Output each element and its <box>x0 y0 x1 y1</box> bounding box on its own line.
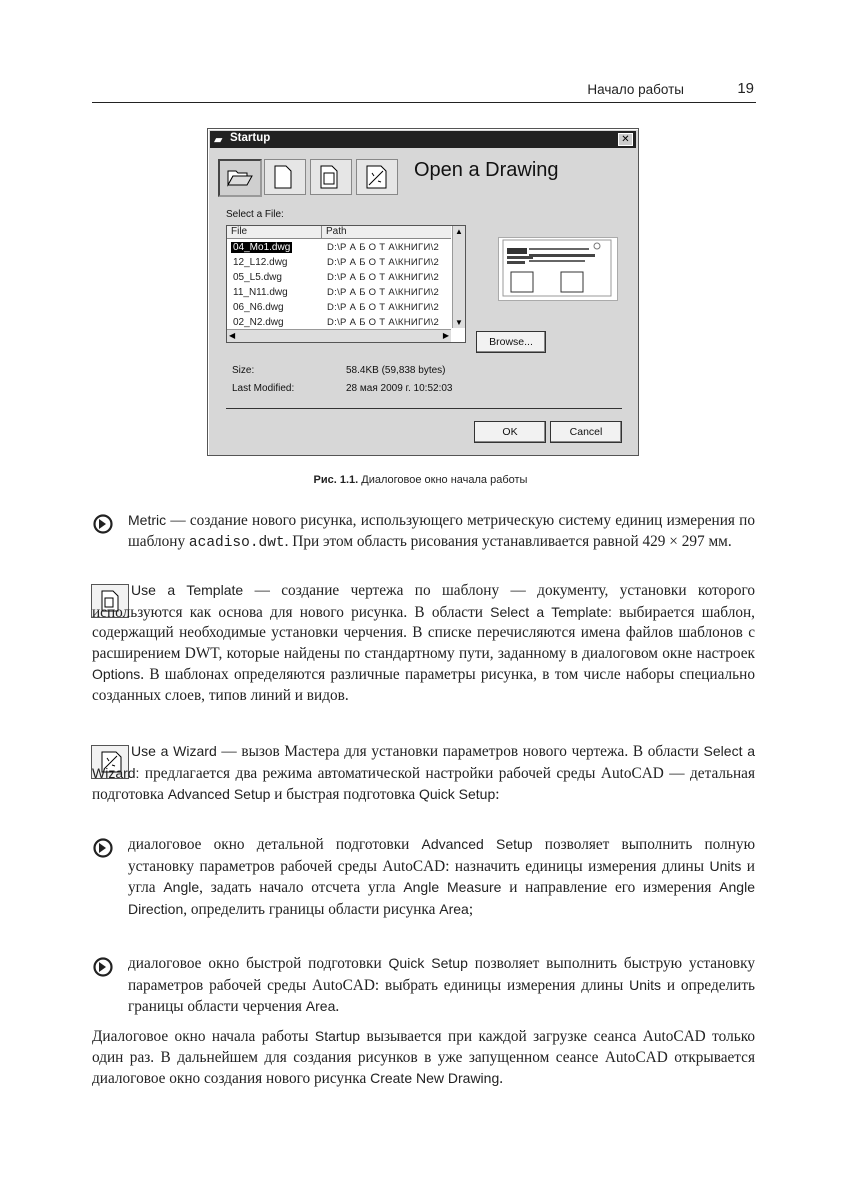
list-item[interactable]: 11_N11.dwg D:\Р А Б О Т А\КНИГИ\2 <box>233 287 440 298</box>
drawing-thumbnail-icon <box>499 238 615 298</box>
dialog-titlebar <box>210 131 636 148</box>
vertical-scrollbar[interactable] <box>452 226 465 328</box>
app-icon: ▰ <box>214 134 223 146</box>
size-label: Size: <box>232 365 255 376</box>
column-header-path[interactable]: Path <box>322 226 451 239</box>
open-drawing-button[interactable] <box>218 159 262 197</box>
list-item[interactable]: 12_L12.dwg D:\Р А Б О Т А\КНИГИ\2 <box>233 257 440 268</box>
arrow-bullet-icon <box>93 514 113 534</box>
blank-page-icon <box>272 165 294 189</box>
list-item[interactable]: 05_L5.dwg D:\Р А Б О Т А\КНИГИ\2 <box>233 272 440 283</box>
start-from-scratch-button[interactable] <box>264 159 306 195</box>
browse-button[interactable]: Browse... <box>476 331 546 353</box>
cancel-button[interactable]: Cancel <box>550 421 622 443</box>
ok-button[interactable]: OK <box>474 421 546 443</box>
caption-text: Диалоговое окно начала работы <box>358 474 528 486</box>
paragraph-advanced-setup: диалоговое окно детальной подготовки Advanced Setup позволяет выполнить полную установку параметров рабочей среды AutoCAD: назначить единицы измерения длины Units и угла Angle, задать начало отсчета угла Angle Measure и направление его измерения Angle Direction, определить границы области рисунка Area; <box>128 836 756 918</box>
list-item[interactable]: 02_N2.dwg D:\Р А Б О Т А\КНИГИ\2 <box>233 317 440 328</box>
paragraph-metric: Metric — создание нового рисунка, использующего метрическую систему единиц измерения по шаблону acadiso.dwt. При этом область рисования устанавливается равной 429 × 297 мм. <box>128 512 755 551</box>
column-header-file[interactable]: File <box>227 226 322 239</box>
file-list[interactable] <box>226 225 466 343</box>
close-button[interactable]: ✕ <box>618 133 633 146</box>
startup-dialog <box>207 128 639 456</box>
template-icon <box>318 165 340 189</box>
select-file-label: Select a File: <box>226 209 284 220</box>
figure-caption <box>0 474 841 486</box>
dialog-title: Startup <box>230 132 271 144</box>
divider <box>226 408 622 409</box>
arrow-bullet-icon <box>93 838 113 858</box>
open-folder-icon <box>227 166 253 188</box>
scroll-left-icon[interactable]: ◀ <box>229 331 236 340</box>
paragraph-template: Use a Template — создание чертежа по шаблону — документу, установки которого используются как основа для нового рисунка. В области Select a Template: выбирается шаблон, содержащий необходимые установки черчения. В списке перечисляются имена файлов шаблонов с расширением DWT, которые найдены по стандартному пути, заданному в диалоговом окне настроек Options. В шаблонах определяются различные параметры рисунка, в том числе наборы специально созданных слоев, типов линий и видов. <box>92 582 756 704</box>
dialog-heading: Open a Drawing <box>414 159 559 181</box>
paragraph-quick-setup: диалоговое окно быстрой подготовки Quick Setup позволяет выполнить быструю установку параметров рабочей среды AutoCAD: выбрать единицы измерения длины Units и определить границы области черчения Area. <box>128 955 755 1015</box>
scroll-right-icon[interactable]: ▶ <box>442 331 449 340</box>
paragraph-wizard: Use a Wizard — вызов Мастера для установки параметров нового чертежа. В области Select a Wizard: предлагается два режима автоматической настройки рабочей среды AutoCAD — детальная подготовка Advanced Setup и быстрая подготовка Quick Setup: <box>92 743 755 803</box>
figure-number: Рис. 1.1. <box>313 474 359 486</box>
last-modified-value: 28 мая 2009 г. 10:52:03 <box>346 383 453 394</box>
drawing-preview <box>498 237 618 301</box>
running-header <box>92 80 756 103</box>
arrow-bullet-icon <box>93 957 113 977</box>
scroll-up-icon[interactable]: ▲ <box>455 227 463 236</box>
use-wizard-button[interactable] <box>356 159 398 195</box>
section-title: Начало работы <box>587 82 684 97</box>
scroll-down-icon[interactable]: ▼ <box>455 318 463 327</box>
list-item[interactable]: 04_Mo1.dwg D:\Р А Б О Т А\КНИГИ\2 <box>233 242 440 253</box>
use-template-button[interactable] <box>310 159 352 195</box>
page-number: 19 <box>737 80 754 97</box>
paragraph-startup: Диалоговое окно начала работы Startup вызывается при каждой загрузке сеанса AutoCAD только один раз. В дальнейшем для создания рисунков в уже запущенном сеансе AutoCAD открывается диалоговое окно создания нового рисунка Create New Drawing. <box>92 1028 755 1087</box>
size-value: 58.4KB (59,838 bytes) <box>346 365 446 376</box>
last-modified-label: Last Modified: <box>232 383 295 394</box>
list-item[interactable]: 06_N6.dwg D:\Р А Б О Т А\КНИГИ\2 <box>233 302 440 313</box>
wizard-icon <box>364 165 390 189</box>
horizontal-scrollbar[interactable] <box>227 329 451 342</box>
